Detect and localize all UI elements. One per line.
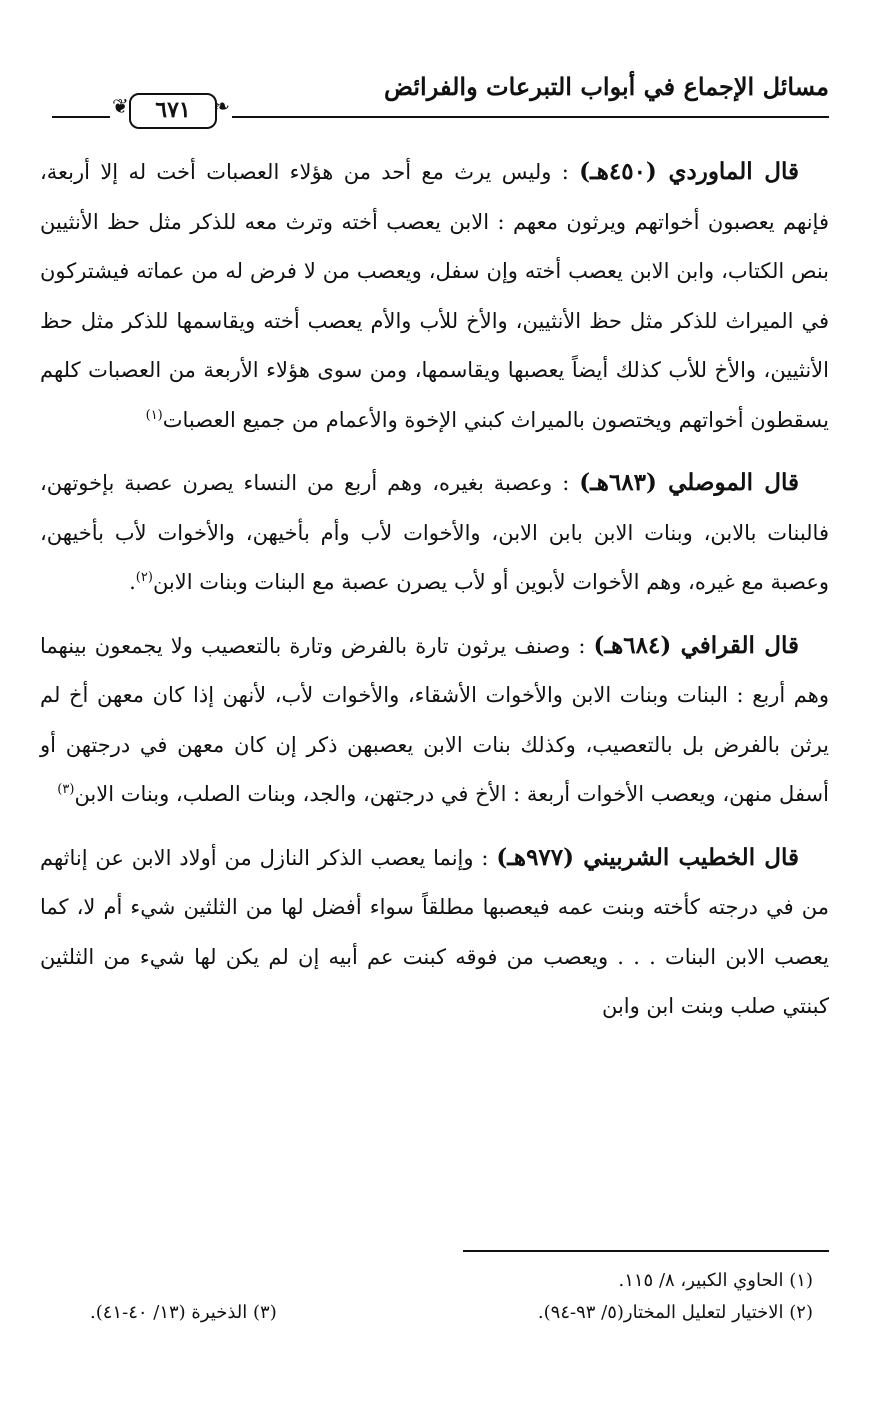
footnote-ref: (١) xyxy=(145,407,163,423)
running-title: مسائل الإجماع في أبواب التبرعات والفرائض xyxy=(383,72,829,101)
footnote-separator xyxy=(463,1250,829,1252)
paragraph-text: : وصنف يرثون تارة بالفرض وتارة بالتعصيب ولا يجمعون بينهما وهم أربع : البنات وبنات الابن والأخوات الأشقاء، والأخوات لأب، لأنهن إذا كان معهن أخ لم يرثن بالفرض بل بالتعصيب، وكذلك بنات الابن يعصبهن ذكر إن كان معهن في درجتهن أو أسفل منهن، ويعصب الأخوات أربعة : الأخ في درجتهن، والجد، وبنات الصلب، وبنات الابن xyxy=(40,633,829,806)
footnote-ref: (٣) xyxy=(57,782,75,797)
speaker-name: قال الخطيب الشربيني (٩٧٧هـ) xyxy=(496,843,799,871)
paragraph-shirbini xyxy=(40,833,829,1032)
footnote-row xyxy=(90,1265,813,1297)
page-number: ٦٧١ xyxy=(155,97,191,123)
paragraph-mawsili xyxy=(40,458,829,608)
paragraph-mawardi xyxy=(40,147,829,445)
ornament-left-icon: ❦ xyxy=(112,94,129,118)
speaker-name: قال القرافي (٦٨٤هـ) xyxy=(593,631,800,659)
speaker-name: قال الماوردي (٤٥٠هـ) xyxy=(579,158,799,185)
paragraph-tail: . xyxy=(129,570,136,594)
speaker-name: قال الموصلي (٦٨٣هـ) xyxy=(579,469,799,496)
ornament-right-icon: ❧ xyxy=(213,94,230,118)
body-text xyxy=(40,147,829,1045)
paragraph-text: : وإنما يعصب الذكر النازل من أولاد الابن عن إناثهم من في درجته كأخته وبنت عمه فيعصبها مطلقاً سواء أفضل لها من الثلثين شيء أم لا، كما يعصب الابن البنات . . . ويعصب من فوقه كبنت عم أبيه إن لم يكن لها شيء من الثلثين كبنتي صلب وبنت ابن وابن xyxy=(40,845,829,1018)
page-number-frame xyxy=(110,90,232,130)
footnotes xyxy=(90,1265,813,1329)
page-header xyxy=(52,72,829,132)
footnote-1: (١) الحاوي الكبير، ٨/ ١١٥. xyxy=(618,1270,813,1291)
paragraph-text: : وليس يرث مع أحد من هؤلاء العصبات أخت له إلا أربعة، فإنهم يعصبون أخواتهم ويرثون معهم : الابن يعصب أخته وترث معه للذكر مثل حظ الأنثيين بنص الكتاب، وابن الابن يعصب أخته وإن سفل، ويعصب من لا فرض له من عماته فيشتركون في الميراث للذكر مثل حظ الأنثيين، والأخ للأب والأم يعصب أخته ويقاسمها للذكر مثل حظ الأنثيين، والأخ للأب كذلك أيضاً يعصبها ويقاسمها، ومن سوى هؤلاء الأربعة من العصبات كلهم يسقطون أخواتهم ويختصون بالميراث كبني الإخوة والأعمام من جميع العصبات xyxy=(40,160,829,432)
paragraph-qarafi xyxy=(40,621,829,820)
footnote-row xyxy=(90,1297,813,1329)
footnote-ref: (٢) xyxy=(135,570,153,585)
paragraph-text: : وعصبة بغيره، وهم أربع من النساء يصرن عصبة بإخوتهن، فالبنات بالابن، وبنات الابن بابن الابن، والأخوات لأب وأم بأخيهن، والأخوات لأب بأخيهن، وعصبة مع غيره، وهم الأخوات لأبوين أو لأب يصرن عصبة مع البنات وبنات الابن xyxy=(40,471,829,594)
footnote-2: (٢) الاختيار لتعليل المختار(٥/ ٩٣-٩٤). xyxy=(537,1302,813,1323)
footnote-3: (٣) الذخيرة (١٣/ ٤٠-٤١). xyxy=(90,1302,277,1323)
